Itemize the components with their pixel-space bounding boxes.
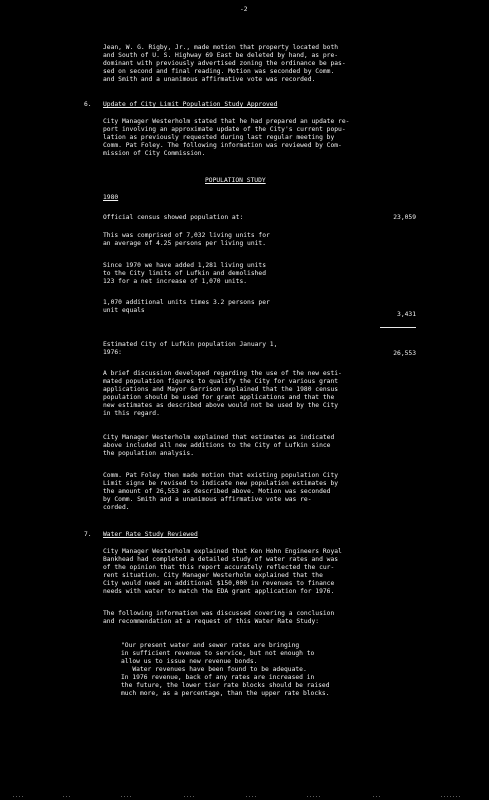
item6-body-line: lation as previously requested during last regular meeting by xyxy=(103,134,335,141)
scan-mark: .... xyxy=(120,793,133,799)
item7-number: 7. xyxy=(84,531,92,538)
motion-line: by Comm. Smith and a unanimous affirmative vote was re- xyxy=(103,496,312,503)
item6-body-line: City Manager Westerholm stated that he had prepared an update re- xyxy=(103,118,350,125)
population-study-title: POPULATION STUDY xyxy=(205,177,266,184)
discussion-line: applications and Mayor Garrison explained that the 1980 census xyxy=(103,386,339,393)
motion-line: Comm. Pat Foley then made motion that existing population City xyxy=(103,472,339,479)
scan-mark: ....... xyxy=(440,793,462,799)
item7-body-line: Bankhead had completed a detailed study of water rates and was xyxy=(103,556,339,563)
item6-number: 6. xyxy=(84,101,92,108)
population-row-text: to the City limits of Lufkin and demolished xyxy=(103,270,267,277)
item7-following-line: and recommendation at a request of this Water Rate Study: xyxy=(103,618,320,625)
item7-heading: Water Rate Study Reviewed xyxy=(103,531,198,538)
discussion-line: population should be used for grant applications and that the xyxy=(103,394,335,401)
population-row-value: 3,431 xyxy=(397,311,416,318)
discussion-line: in this regard. xyxy=(103,410,160,417)
population-row-text: Estimated City of Lufkin population January 1, xyxy=(103,341,278,348)
item6-heading: Update of City Limit Population Study Approved xyxy=(103,101,278,108)
item6-body-line: port involving an approximate update of the City's current popu- xyxy=(103,126,346,133)
population-row-text: unit equals xyxy=(103,307,145,314)
manager-note-line: City Manager Westerholm explained that estimates as indicated xyxy=(103,434,335,441)
quote-line: the future, the lower tier rate blocks should be raised xyxy=(121,682,330,689)
population-row-value: 26,553 xyxy=(393,350,416,357)
population-year: 1980 xyxy=(103,194,119,201)
motion-line: corded. xyxy=(103,504,130,511)
scan-mark: ... xyxy=(62,793,72,799)
item7-body-line: of the opinion that this report accurately reflected the cur- xyxy=(103,564,335,571)
population-row-text: 1976: xyxy=(103,349,122,356)
intro-line: and Smith and a unanimous affirmative vote was recorded. xyxy=(103,76,316,83)
motion-line: the amount of 26,553 as described above. Motion was seconded xyxy=(103,488,331,495)
intro-line: dominant with previously advertised zoning the ordinance be pas- xyxy=(103,60,346,67)
population-row-text: This was comprised of 7,032 living units for xyxy=(103,232,270,239)
population-row-text: Since 1970 we have added 1,281 living units xyxy=(103,262,267,269)
discussion-line: mated population figures to qualify the City for various grant xyxy=(103,378,339,385)
quote-line: in sufficient revenue to service, but not enough to xyxy=(121,650,315,657)
discussion-line: A brief discussion developed regarding the use of the new esti- xyxy=(103,370,342,377)
scan-mark: .... xyxy=(12,793,25,799)
quote-line: In 1976 revenue, back of any rates are increased in xyxy=(121,674,315,681)
item6-body-line: mission of City Commission. xyxy=(103,150,206,157)
intro-line: sed on second and final reading. Motion was seconded by Comm. xyxy=(103,68,335,75)
population-row-text: 123 for a net increase of 1,070 units. xyxy=(103,278,248,285)
quote-line: allow us to issue new revenue bonds. xyxy=(121,658,258,665)
scan-mark: .... xyxy=(183,793,196,799)
quote-line: much more, as a percentage, than the upper rate blocks. xyxy=(121,690,330,697)
scan-mark: ..... xyxy=(306,793,322,799)
item7-body-line: rent situation. City Manager Westerholm explained that the xyxy=(103,572,323,579)
population-row-text: Official census showed population at: xyxy=(103,214,244,221)
item6-body-line: Comm. Pat Foley. The following information was reviewed by Com- xyxy=(103,142,342,149)
intro-line: Jean, W. G. Rigby, Jr., made motion that property located both xyxy=(103,44,339,51)
manager-note-line: above included all new additions to the City of Lufkin since xyxy=(103,442,331,449)
item7-body-line: needs with water to match the EDA grant application for 1976. xyxy=(103,588,335,595)
population-row-value: 23,059 xyxy=(393,214,416,221)
scan-mark: .... xyxy=(245,793,258,799)
manager-note-line: the population analysis. xyxy=(103,450,194,457)
item7-following-line: The following information was discussed covering a conclusion xyxy=(103,610,335,617)
item7-body-line: City would need an additional $150,000 in revenues to finance xyxy=(103,580,335,587)
population-row-text: 1,070 additional units times 3.2 persons per xyxy=(103,299,270,306)
population-row-text: an average of 4.25 persons per living unit. xyxy=(103,240,267,247)
quote-line: Water revenues have been found to be adequate. xyxy=(121,666,307,673)
discussion-line: new estimates as described above would not be used by the City xyxy=(103,402,339,409)
item7-body-line: City Manager Westerholm explained that Ken Hohn Engineers Royal xyxy=(103,548,342,555)
page-number: -2 xyxy=(240,6,248,13)
quote-line: "Our present water and sewer rates are bringing xyxy=(121,642,300,649)
sum-rule xyxy=(380,327,416,328)
motion-line: Limit signs be revised to indicate new population estimates by xyxy=(103,480,339,487)
intro-line: and South of U. S. Highway 69 East be deleted by hand, as pre- xyxy=(103,52,339,59)
scan-mark: ... xyxy=(372,793,382,799)
